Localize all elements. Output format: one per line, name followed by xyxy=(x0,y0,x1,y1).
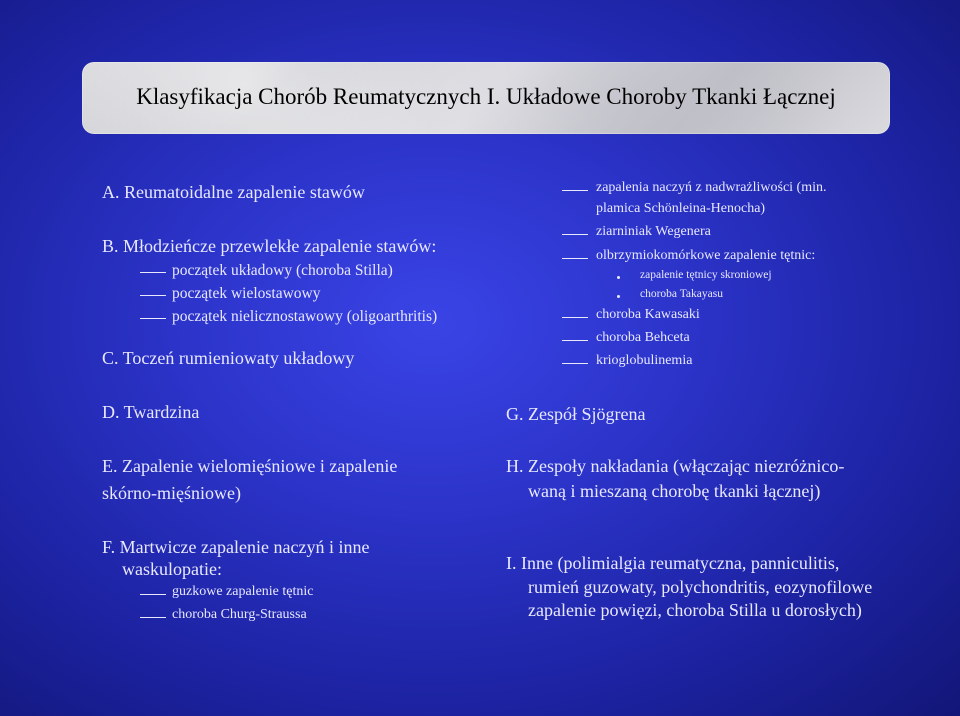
item-i-line3: zapalenie powięzi, choroba Stilla u dorosłych) xyxy=(528,600,862,620)
dash-marker xyxy=(562,234,588,235)
item-g: G. Zespół Sjögrena xyxy=(506,404,646,424)
item-d: D. Twardzina xyxy=(102,402,200,422)
item-c: C. Toczeń rumieniowaty układowy xyxy=(102,348,355,368)
item-i-line2: rumień guzowaty, polychondritis, eozynofilowe xyxy=(528,577,873,597)
dash-marker xyxy=(140,295,166,296)
item-i-line1: I. Inne (polimialgia reumatyczna, panniculitis, xyxy=(506,553,840,573)
vasc-item-2: olbrzymiokomórkowe zapalenie tętnic: xyxy=(596,248,816,263)
item-e-line2: skórno-mięśniowe) xyxy=(102,483,241,503)
dash-marker xyxy=(140,272,166,273)
bullet-dot xyxy=(617,295,620,298)
sub-item-2: choroba Takayasu xyxy=(640,288,723,300)
slide-title: Klasyfikacja Chorób Reumatycznych I. Układowe Choroby Tkanki Łącznej xyxy=(136,84,836,109)
bullet-dot xyxy=(617,276,620,279)
item-b-3: początek nielicznostawowy (oligoarthritis) xyxy=(172,308,438,325)
item-f-line1: F. Martwicze zapalenie naczyń i inne xyxy=(102,537,370,557)
item-a: A. Reumatoidalne zapalenie stawów xyxy=(102,182,365,202)
item-e-line1: E. Zapalenie wielomięśniowe i zapalenie xyxy=(102,456,398,476)
sub-item-1: zapalenie tętnicy skroniowej xyxy=(640,269,772,281)
dash-marker xyxy=(562,190,588,191)
vasc-item-1: ziarniniak Wegenera xyxy=(596,224,711,239)
title-bar xyxy=(82,62,890,134)
dash-marker xyxy=(562,340,588,341)
dash-marker xyxy=(140,594,166,595)
dash-marker xyxy=(140,617,166,618)
item-b-2: początek wielostawowy xyxy=(172,285,321,302)
more-item-3: krioglobulinemia xyxy=(596,353,693,368)
dash-marker xyxy=(562,363,588,364)
dash-marker xyxy=(562,317,588,318)
more-item-2: choroba Behceta xyxy=(596,330,690,345)
vasc-line2: plamica Schönleina-Henocha) xyxy=(596,201,766,216)
item-b-1: początek układowy (choroba Stilla) xyxy=(172,262,393,279)
item-f-1: guzkowe zapalenie tętnic xyxy=(172,584,314,599)
item-f-2: choroba Churg-Straussa xyxy=(172,607,307,622)
dash-marker xyxy=(140,318,166,319)
item-b: B. Młodzieńcze przewlekłe zapalenie stawów: xyxy=(102,236,437,256)
item-h-line2: waną i mieszaną chorobę tkanki łącznej) xyxy=(528,481,821,501)
more-item-1: choroba Kawasaki xyxy=(596,307,700,322)
item-f-line2: waskulopatie: xyxy=(122,559,222,579)
dash-marker xyxy=(562,258,588,259)
item-h-line1: H. Zespoły nakładania (włączając niezróżnico- xyxy=(506,456,845,476)
vasc-line1: zapalenia naczyń z nadwrażliwości (min. xyxy=(596,180,827,195)
